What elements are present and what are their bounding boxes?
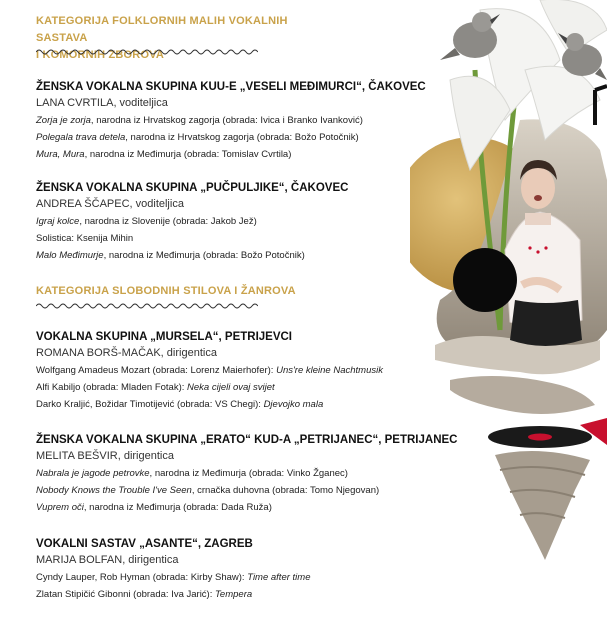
collage-illustration [410,0,607,638]
work-detail: , crnačka duhovna (obrada: Tomo Njegovan) [191,485,380,496]
category-heading-folk [36,13,336,64]
work-line [36,247,456,264]
work-detail: , narodna iz Slovenije (obrada: Jakob Jež) [79,216,257,227]
work-title: Zorja je zorja [36,115,91,126]
work-title: Mura, Mura [36,149,85,160]
work-title: Polegala trava detela [36,132,126,143]
ensemble-name: ŽENSKA VOKALNA SKUPINA „ERATO“ KUD-A „PETRIJANEC“, PETRIJANEC [36,434,458,446]
ensemble-name: ŽENSKA VOKALNA SKUPINA „PUČPULJIKE“, ČAKOVEC [36,182,349,194]
work-detail: , narodna iz Međimurja (obrada: Tomislav Cvrtila) [84,149,292,160]
work-line [36,362,456,379]
work-line [36,465,456,482]
work-title: Vuprem oči [36,502,84,513]
work-line [36,396,456,413]
ensemble-block [36,536,456,603]
ensemble-block [36,432,456,516]
work-detail: , narodna iz Hrvatskog zagorja (obrada: Ivica i Branko Ivanković) [90,115,363,126]
work-title: Igraj kolce [36,216,80,227]
work-title: Uns're kleine Nachtmusik [276,365,383,376]
work-detail: Alfi Kabiljo (obrada: Mladen Fotak): [36,382,188,393]
work-title: Malo Međimurje [36,250,104,261]
work-detail: Darko Kraljić, Božidar Timotijević (obrada: VS Chegi): [36,399,264,410]
ensemble-name: VOKALNI SASTAV „ASANTE“, ZAGREB [36,538,253,550]
category-heading-line: KATEGORIJA FOLKLORNIH MALIH VOKALNIH SASTAVA [36,15,288,44]
wavy-divider [36,302,258,310]
work-line [36,213,456,230]
work-line [36,569,456,586]
work-line [36,499,456,516]
ensemble-name: ŽENSKA VOKALNA SKUPINA KUU-E „VESELI MEĐIMURCI“, ČAKOVEC [36,81,426,93]
work-line [36,379,456,396]
work-detail: , narodna iz Hrvatskog zagorja (obrada: Božo Potočnik) [125,132,359,143]
work-title: Tempera [215,589,253,600]
work-line [36,482,456,499]
work-title: Time after time [247,572,311,583]
work-line [36,586,456,603]
work-detail: , narodna iz Međimurja (obrada: Vinko Žganec) [149,468,348,479]
wavy-divider [36,48,258,56]
ensemble-block [36,329,456,413]
work-line [36,230,456,247]
ensemble-name: VOKALNA SKUPINA „MURSELA“, PETRIJEVCI [36,331,293,343]
work-line [36,146,456,163]
work-detail: Zlatan Stipičić Gibonni (obrada: Iva Jarić): [36,589,215,600]
ensemble-leader: LANA CVRTILA, voditeljica [36,97,168,109]
category-heading-line: KATEGORIJA SLOBODNIH STILOVA I ŽANROVA [36,285,296,297]
ensemble-block [36,79,456,163]
work-detail: Solistica: Ksenija Mihin [36,233,134,244]
stone-ledge-shape [450,376,595,414]
work-title: Neka cijeli ovaj svijet [187,382,275,393]
work-title: Nabrala je jagode petrovke [36,468,150,479]
work-detail: Cyndy Lauper, Rob Hyman (obrada: Kirby Shaw): [36,572,248,583]
black-circle-shape [453,248,517,312]
ensemble-leader: MARIJA BOLFAN, dirigentica [36,554,179,566]
work-detail: , narodna iz Međimurja (obrada: Božo Potočnik) [103,250,305,261]
ensemble-leader: ROMANA BORŠ-MAČAK, dirigentica [36,347,217,359]
work-line [36,112,456,129]
category-heading-line: I KOMORNIH ZBOROVA [36,49,165,61]
work-title: Djevojko mala [263,399,324,410]
work-title: Nobody Knows the Trouble I've Seen [36,485,192,496]
work-detail: Wolfgang Amadeus Mozart (obrada: Lorenz Maierhofer): [36,365,277,376]
ensemble-leader: MELITA BEŠVIR, dirigentica [36,450,174,462]
music-note-shape [595,86,607,125]
work-line [36,129,456,146]
work-detail: , narodna iz Međimurja (obrada: Dada Ruža) [83,502,272,513]
ensemble-block [36,180,456,264]
ensemble-leader: ANDREA ŠČAPEC, voditeljica [36,198,184,210]
category-heading-free [36,283,336,300]
